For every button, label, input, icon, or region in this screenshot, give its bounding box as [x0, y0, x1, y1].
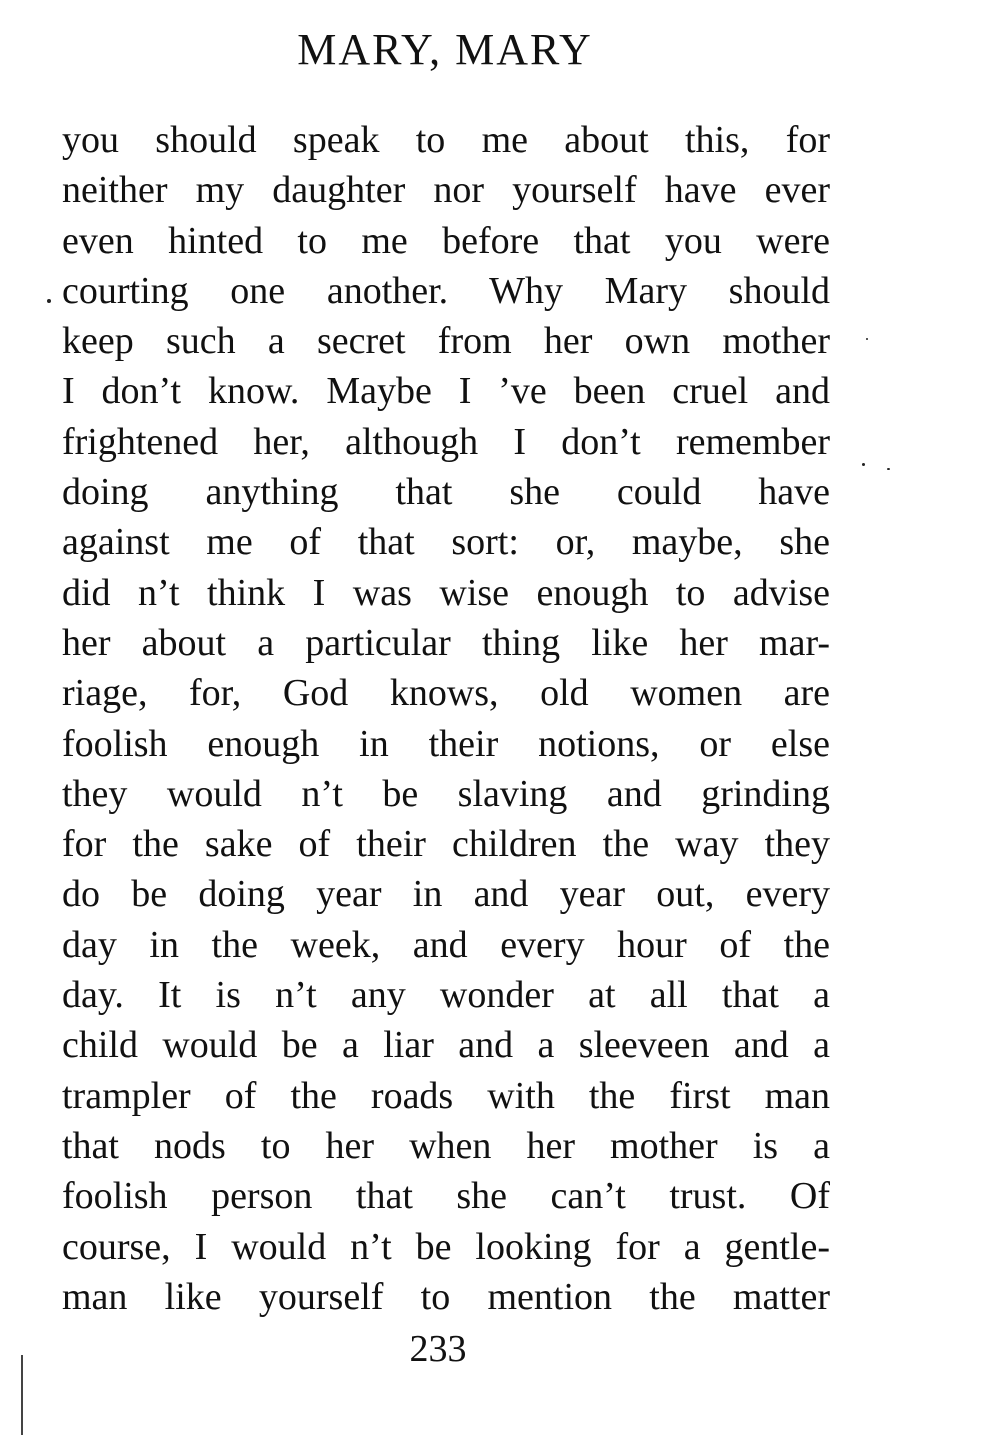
text-line: neither my daughter nor yourself have ever: [62, 169, 830, 212]
text-line: course, I would n’t be looking for a gentle-: [62, 1225, 830, 1268]
text-line: trampler of the roads with the first man: [62, 1074, 830, 1117]
running-head: MARY, MARY: [297, 25, 593, 74]
text-line: foolish enough in their notions, or else: [62, 722, 830, 765]
text-line: foolish person that she can’t trust. Of: [62, 1175, 830, 1218]
text-line: day. It is n’t any wonder at all that a: [62, 974, 830, 1017]
text-line: they would n’t be slaving and grinding: [62, 772, 830, 815]
stray-mark: [887, 468, 890, 470]
stray-mark: [47, 299, 51, 303]
text-line: I don’t know. Maybe I ’ve been cruel and: [62, 370, 830, 413]
text-line: riage, for, God knows, old women are: [62, 672, 830, 715]
text-line: keep such a secret from her own mother: [62, 320, 830, 363]
text-line: even hinted to me before that you were: [62, 219, 830, 262]
scan-edge-line: [21, 1355, 23, 1435]
stray-mark: [866, 338, 868, 340]
text-line: did n’t think I was wise enough to advise: [62, 571, 830, 614]
text-line: day in the week, and every hour of the: [62, 923, 830, 966]
page-number: 233: [409, 1328, 467, 1370]
text-line: do be doing year in and year out, every: [62, 873, 830, 916]
text-line: against me of that sort: or, maybe, she: [62, 521, 830, 564]
text-line: doing anything that she could have: [62, 471, 830, 514]
text-line: courting one another. Why Mary should: [62, 269, 830, 312]
text-line: frightened her, although I don’t remember: [62, 420, 830, 463]
text-line: you should speak to me about this, for: [62, 119, 830, 161]
text-line: her about a particular thing like her mar-: [62, 621, 830, 664]
text-line: man like yourself to mention the matter: [62, 1275, 830, 1318]
body-text: [62, 115, 830, 1322]
text-line: that nods to her when her mother is a: [62, 1124, 830, 1167]
text-line: for the sake of their children the way they: [62, 823, 830, 866]
stray-mark: [862, 463, 865, 466]
text-line: child would be a liar and a sleeveen and a: [62, 1024, 830, 1067]
